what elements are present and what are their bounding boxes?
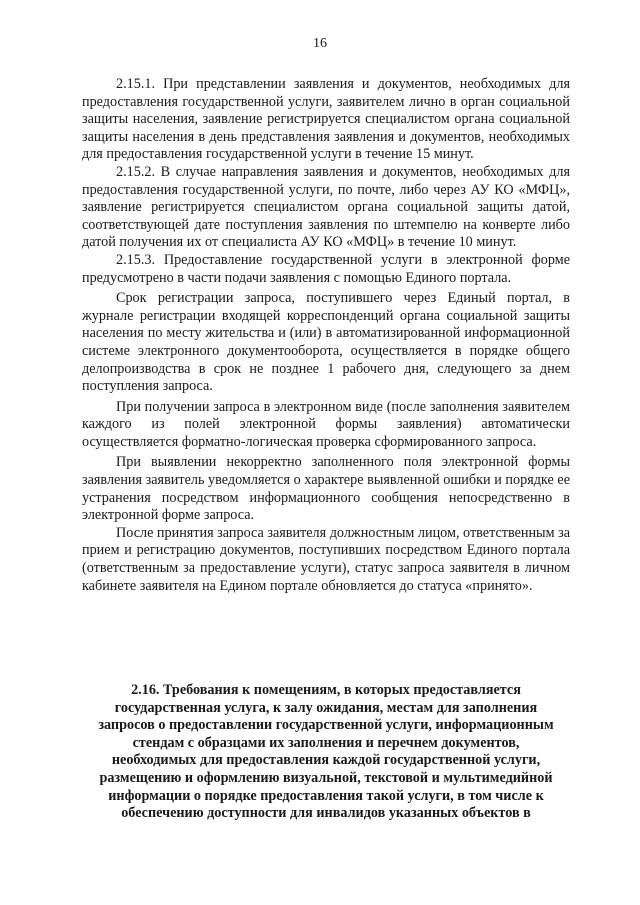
paragraph-2-15-2: 2.15.2. В случае направления заявления и документов, необходимых для предоставления государственной услуги, по почте, либо через АУ КО «МФЦ», заявление регистрируется специалистом органа социальной защиты датой, соответствующей дате поступления заявления по штемпелю на конверте либо датой получения их от специалиста АУ КО «МФЦ» в течение 10 минут. — [82, 163, 570, 251]
section-heading-2-16: 2.16. Требования к помещениям, в которых предоставляется государственная услуга, к залу ожидания, местам для заполнения запросов о предоставлении государственной услуги, информационным стендам с образцами их заполнения и перечнем документов, необходимых для предоставления каждой государственной услуги, размещению и оформлению визуальной, текстовой и мультимедийной информации о порядке предоставления такой услуги, в том числе к обеспечению доступности для инвалидов указанных объектов в — [98, 682, 554, 822]
paragraph-incorrect-field: При выявлении некорректно заполненного поля электронной формы заявления заявитель уведомляется о характере выявленной ошибки и порядке ее устранения посредством информационного сообщения непосредственно в электронной форме запроса. — [82, 454, 570, 524]
paragraph-after-acceptance: После принятия запроса заявителя должностным лицом, ответственным за прием и регистрацию документов, поступивших посредством Единого портала (ответственным за предоставление услуги), статус запроса заявителя в личном кабинете заявителя на Едином портале обновляется до статуса «принято». — [82, 524, 571, 594]
paragraph-2-15-3: 2.15.3. Предоставление государственной услуги в электронной форме предусмотрено в части подачи заявления с помощью Единого портала. — [82, 251, 570, 286]
paragraph-2-15-1: 2.15.1. При представлении заявления и документов, необходимых для предоставления государственной услуги, заявителем лично в орган социальной защиты населения, заявление регистрируется специалистом органа социальной защиты населения в день представления заявления и документов, необходимых для предоставления государственной услуги в течение 15 минут. — [82, 76, 570, 163]
paragraph-registration-deadline: Срок регистрации запроса, поступившего через Единый портал, в журнале регистрации входящей корреспонденций органа социальной защиты населения по месту жительства и (или) в автоматизированной информационной системе электронного документооборота, осуществляется в порядке общего делопроизводства в срок не позднее 1 рабочего дня, следующего за днем поступления запроса. — [82, 290, 570, 395]
body-text — [82, 76, 570, 595]
page-number: 16 — [313, 36, 327, 51]
paragraph-electronic-request: При получении запроса в электронном виде (после заполнения заявителем каждого из полей электронной формы заявления) автоматически осуществляется форматно-логическая проверка сформированного запроса. — [82, 398, 570, 450]
